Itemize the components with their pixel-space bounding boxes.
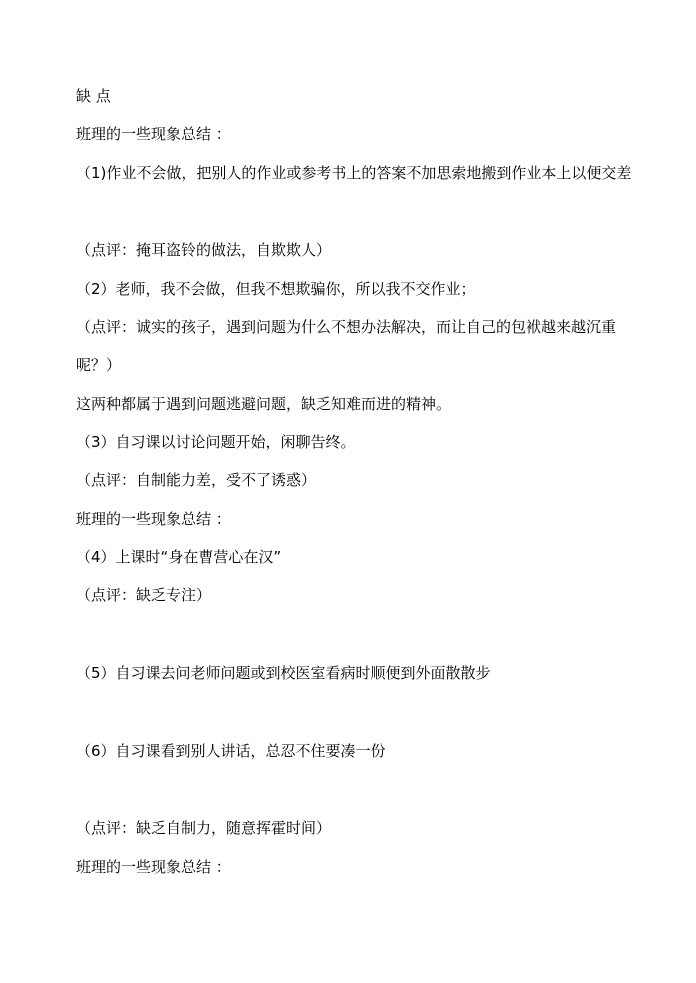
comment-line-continued: 呢？） — [76, 356, 122, 374]
paragraph: （3）自习课以讨论问题开始，闲聊告终。 — [76, 433, 356, 451]
paragraph: （4）上课时“身在曹营心在汉” — [76, 548, 282, 566]
comment-line: （点评：诚实的孩子，遇到问题为什么不想办法解决，而让自己的包袱越来越沉重 — [76, 318, 617, 336]
section-heading: 班理的一些现象总结 ： — [76, 510, 231, 528]
paragraph: （2）老师，我不会做，但我不想欺骗你，所以我不交作业； — [76, 280, 476, 298]
document-heading: 缺 点 — [76, 87, 111, 105]
comment-line: （点评：缺乏专注） — [76, 586, 212, 604]
comment-line: （点评：掩耳盗铃的做法，自欺欺人） — [76, 241, 332, 259]
paragraph: （5）自习课去问老师问题或到校医室看病时顺便到外面散散步 — [76, 664, 491, 682]
section-heading: 班理的一些现象总结 ： — [76, 858, 231, 876]
comment-line: （点评：自制能力差，受不了诱惑） — [76, 471, 317, 489]
comment-line: （点评：缺乏自制力，随意挥霍时间） — [76, 819, 332, 837]
paragraph: 这两种都属于遇到问题逃避问题，缺乏知难而进的精神。 — [76, 395, 452, 413]
paragraph: （6）自习课看到别人讲话，总忍不住要凑一份 — [76, 742, 386, 760]
paragraph: （1)作业不会做，把别人的作业或参考书上的答案不加思索地搬到作业本上以便交差 — [76, 164, 632, 182]
section-heading: 班理的一些现象总结 ： — [76, 125, 231, 143]
